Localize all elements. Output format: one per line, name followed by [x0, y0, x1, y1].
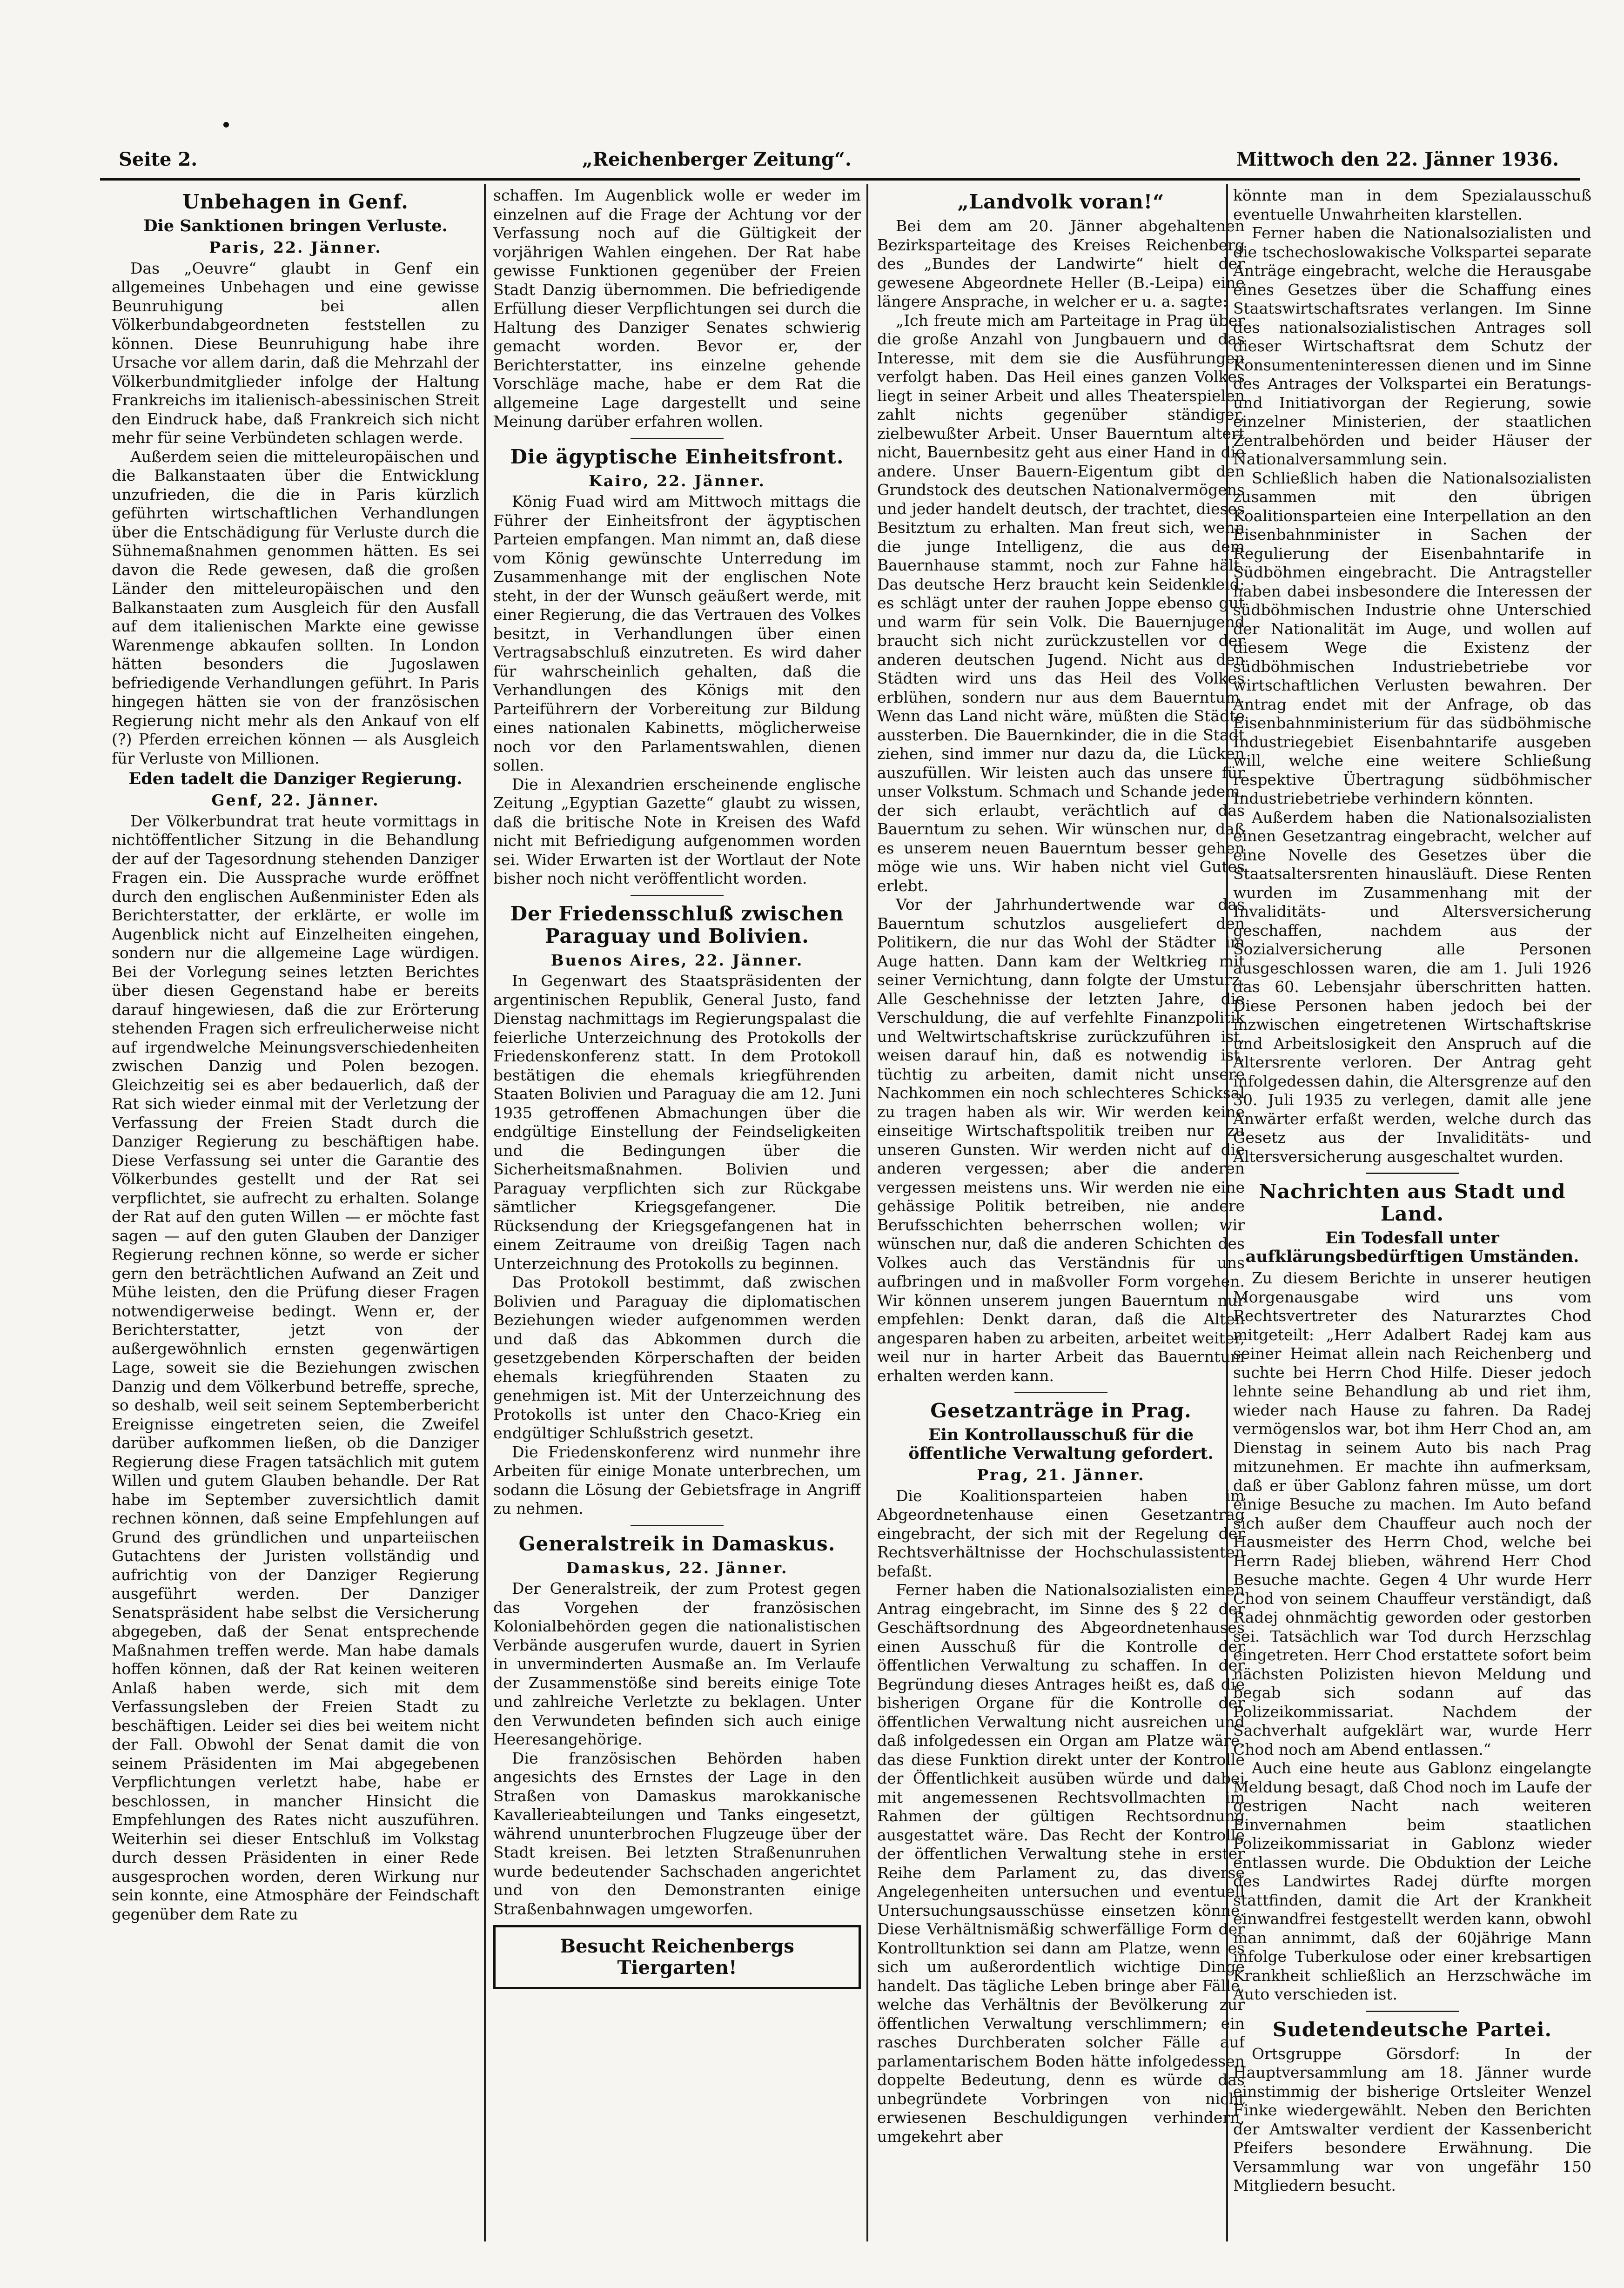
section-rule — [1366, 1173, 1459, 1174]
ink-spot — [223, 122, 229, 127]
column-3 — [877, 186, 1245, 2241]
subheadline: Ein Kontrollausschuß für die öffentliche Verwaltung gefordert. — [908, 1425, 1214, 1463]
article-paragraph: Das Protokoll bestimmt, daß zwischen Bolivien und Paraguay die diplomatischen Beziehungen wieder aufgenommen werden und daß das Abkommen durch die gesetzgebenden Körperschaften der beiden ehemals kriegführenden Staaten zu genehmigen ist. Mit der Unterzeichnung des Protokolls ist unter den Chaco-Krieg ein endgültiger Schlußstrich gesetzt. — [493, 1273, 861, 1442]
article-paragraph: In Gegenwart des Staatspräsidenten der argentinischen Republik, General Justo, fand Dienstag nachmittags im Regierungspalast die feierliche Unterzeichnung des Protokolls der Friedenskonferenz statt. In dem Protokoll bestätigen die ehemals kriegführenden Staaten Bolivien und Paraguay die am 12. Juni 1935 getroffenen Abmachungen über die endgültige Einstellung der Feindseligkeiten und die Bedingungen über die Sicherheitsmaßnahmen. Bolivien und Paraguay verpflichten sich zur Rückgabe sämtlicher Kriegsgefangener. Die Rücksendung der Kriegsgefangenen hat in einem Zeitraume von dreißig Tagen nach Unterzeichnung des Protokolls zu beginnen. — [493, 972, 861, 1273]
article-paragraph: König Fuad wird am Mittwoch mittags die Führer der Einheitsfront der ägyptischen Parteien empfangen. Man nimmt an, daß diese vom König gewünschte Unterredung im Zusammenhange mit der englischen Note steht, in der der Wunsch geäußert werde, mit einer Regierung, die das Vertrauen des Volkes besitzt, in Verhandlungen über einen Vertragsabschluß einzutreten. Es wird daher für wahrscheinlich gehalten, daß die Verhandlungen des Königs mit den Parteiführern der Vorbereitung zur Bildung eines nationalen Kabinetts, möglicherweise noch vor den Parlamentswahlen, dienen sollen. — [493, 492, 861, 774]
article-paragraph: Auch eine heute aus Gablonz eingelangte Meldung besagt, daß Chod noch im Laufe der gestrigen Nacht nach weiteren Einvernahmen beim staatlichen Polizeikommissariat in Gablonz wieder entlassen wurde. Die Obduktion der Leiche des Landwirtes Radej dürfte morgen stattfinden, damit die Art der Krankheit einwandfrei festgestellt werden kann, obwohl man annimmt, daß der 60jährige Mann infolge Tuberkulose oder einer krebsartigen Krankheit schließlich an Herzschwäche im Auto verschieden ist. — [1233, 1759, 1591, 2003]
article-paragraph: Das „Oeuvre“ glaubt in Genf ein allgemeines Unbehagen und eine gewisse Beunruhigung bei allen Völkerbundabgeordneten feststellen zu können. Diese Beunruhigung habe ihre Ursache vor allem darin, daß die Mehrzahl der Völkerbundmitglieder infolge der Haltung Frankreichs im italienisch-abessinischen Streit den Eindruck habe, daß Frankreich sich nicht mehr für seine Verbündeten schlagen werde. — [112, 259, 479, 447]
column-1 — [112, 186, 479, 2241]
article-paragraph: Ferner haben die Nationalsozialisten einen Antrag eingebracht, im Sinne des § 22 der Geschäftsordnung des Abgeordnetenhauses einen Ausschuß für die Kontrolle der öffentlichen Verwaltung zu schaffen. In der Begründung dieses Antrages heißt es, daß die bisherigen Organe für die Kontrolle der öffentlichen Verwaltung nicht ausreichen und daß infolgedessen ein Organ am Platze wäre, das diese Funktion direkt unter der Kontrolle der Öffentlichkeit ausüben würde und dabei mit angemessenen Rechtsvollmachten im Rahmen der gültigen Rechtsordnung ausgestattet wäre. Das Recht der Kontrolle der öffentlichen Verwaltung stehe in erster Reihe dem Parlament zu, das diverse Angelegenheiten untersuchen und eventuell Untersuchungsausschüsse einsetzen könne. Diese Verhältnismäßig schwerfällige Form der Kontrolltunktion sei dann am Platze, wenn es sich um außerordentlich wichtige Dinge handelt. Das tägliche Leben bringe aber Fälle, welche das Verhältnis der Bevölkerung zur öffentlichen Verwaltung verschlimmern; ein rasches Durchberaten solcher Fälle auf parlamentarischem Boden hätte infolgedessen doppelte Bedeutung, denn es würde das unbegründete Vorbringen von nicht erwiesenen Beschuldigungen verhindern, umgekehrt aber — [877, 1581, 1245, 2146]
section-rule — [631, 438, 724, 439]
column-4 — [1233, 186, 1591, 2241]
headline-damaskus: Generalstreik in Damaskus. — [518, 1532, 836, 1555]
section-rule — [631, 1525, 724, 1526]
headline-unbehagen: Unbehagen in Genf. — [182, 190, 409, 213]
headline-gesetzantraege: Gesetzanträge in Prag. — [930, 1399, 1192, 1422]
page-number: Seite 2. — [119, 148, 198, 170]
headline-eden: Eden tadelt die Danziger Regierung. — [128, 769, 463, 788]
dateline: Damaskus, 22. Jänner. — [566, 1558, 788, 1577]
section-rule — [631, 895, 724, 896]
article-paragraph: könnte man in dem Spezialausschuß eventuelle Unwahrheiten klarstellen. — [1233, 186, 1591, 223]
dateline: Genf, 22. Jänner. — [211, 791, 380, 809]
article-paragraph: Die Friedenskonferenz wird nunmehr ihre Arbeiten für einige Monate unterbrechen, um sodann die Lösung der Gebietsfrage in Angriff zu nehmen. — [493, 1443, 861, 1517]
article-paragraph: Zu diesem Berichte in unserer heutigen Morgenausgabe wird uns vom Rechtsvertreter des Naturarztes Chod mitgeteilt: „Herr Adalbert Radej kam aus seiner Heimat allein nach Reichenberg und suchte bei Herrn Chod Hilfe. Dieser jedoch lehnte seine Behandlung ab und riet ihm, wieder nach Hause zu fahren. Da Radej vermögenslos war, bot ihm Herr Chod an, am Dienstag in seinem Auto bis nach Prag mitzunehmen. Er machte ihn aufmerksam, daß er über Gablonz fahren müsse, um dort einige Besuche zu machen. Im Auto befand sich außer dem Chauffeur auch noch der Hausmeister des Herrn Chod, welche bei Herrn Radej blieben, während Herr Chod Besuche machte. Gegen 4 Uhr wurde Herr Chod von seinem Chauffeur verständigt, daß Radej ohnmächtig geworden oder gestorben sei. Tatsächlich war Tod durch Herzschlag eingetreten. Herr Chod erstattete sofort beim nächsten Polizisten hievon Meldung und begab sich sodann auf das Polizeikommissariat. Nachdem der Sachverhalt aufgeklärt war, wurde Herr Chod noch am Abend entlassen.“ — [1233, 1269, 1591, 1758]
subheadline: Ein Todesfall unter aufklärungsbedürftigen Umständen. — [1245, 1228, 1579, 1266]
zoo-advertisement: Besucht Reichenbergs Tiergarten! — [493, 1925, 861, 1989]
dateline: Kairo, 22. Jänner. — [589, 471, 765, 490]
column-divider — [866, 184, 868, 2241]
article-paragraph: Ortsgruppe Görsdorf: In der Hauptversammlung am 18. Jänner wurde einstimmig der bisherige Ortsleiter Wenzel Finke wiedergewählt. Neben den Berichten der Amtswalter verdient der Kassenbericht Pfeifers besondere Erwähnung. Die Versammlung war von ungefähr 150 Mitgliedern besucht. — [1233, 2044, 1591, 2194]
headline-landvolk: „Landvolk voran!“ — [957, 190, 1165, 213]
article-paragraph: schaffen. Im Augenblick wolle er weder im einzelnen auf die Frage der Achtung vor der Verfassung noch auf die Gültigkeit der vorjährigen Wahlen eingehen. Der Rat habe gewisse Funktionen gegenüber der Freien Stadt Danzig übernommen. Die befriedigende Erfüllung dieser Verpflichtungen sei durch die Haltung des Danziger Senates schwierig gemacht worden. Bevor er, der Berichterstatter, ins einzelne gehende Vorschläge mache, habe er dem Rat die allgemeine Lage dargestellt und seine Meinung darüber erfahren wollen. — [493, 186, 861, 430]
header-rule — [100, 178, 1580, 181]
article-paragraph: Die französischen Behörden haben angesichts des Ernstes der Lage in den Straßen von Damaskus marokkanische Kavallerieabteilungen und Tanks eingesetzt, während ununterbrochen Flugzeuge über der Stadt kreisen. Bei letzten Straßenunruhen wurde bedeutender Sachschaden angerichtet und von den Demonstranten einige Straßenbahnwagen umgeworfen. — [493, 1749, 861, 1918]
column-2 — [493, 186, 861, 2241]
section-rule — [1366, 2011, 1459, 2012]
headline-egypt: Die ägyptische Einheitsfront. — [510, 445, 844, 468]
subheadline: Die Sanktionen bringen Verluste. — [143, 216, 448, 235]
headline-sudetendeutsche: Sudetendeutsche Partei. — [1272, 2018, 1552, 2041]
article-paragraph: Der Völkerbundrat trat heute vormittags in nichtöffentlicher Sitzung in die Behandlung der auf der Tagesordnung stehenden Danziger Fragen ein. Die Aussprache wurde eröffnet durch den englischen Außenminister Eden als Berichterstatter, der erklärte, er wolle im Augenblick nicht auf Einzelheiten eingehen, sondern nur die allgemeine Lage würdigen. Bei der Vorlegung seines letzten Berichtes über diesen Gegenstand habe er bereits darauf hingewiesen, daß die zur Erörterung stehenden Fragen sich erfreulicherweise nicht auf irgendwelche Meinungsverschiedenheiten zwischen Danzig und Polen bezogen. Gleichzeitig sei es aber bedauerlich, daß der Rat sich wieder einmal mit der Verletzung der Verfassung der Freien Stadt durch die Danziger Regierung zu beschäftigen habe. Diese Verfassung sei unter die Garantie des Völkerbundes gestellt und der Rat sei verpflichtet, sie aufrecht zu erhalten. Solange der Rat auf den guten Willen — er möchte fast sagen — auf den guten Glauben der Danziger Regierung rechnen könne, so werde er sicher gern den beträchtlichen Aufwand an Zeit und Mühe leisten, den die Prüfung dieser Fragen notwendigerweise bedingt. Wenn er, der Berichterstatter, jetzt von der außergewöhnlich ernsten gegenwärtigen Lage, soweit sie die Beziehungen zwischen Danzig und dem Völkerbund betreffe, spreche, so deshalb, weil seit seinem Septemberbericht Ereignisse eingetreten seien, die Zweifel darüber aufkommen ließen, ob die Danziger Regierung diese Fragen tatsächlich mit gutem Willen und gutem Glauben behandle. Der Rat habe im September zuversichtlich damit rechnen können, daß seine Empfehlungen auf Grund des gründlichen und unparteiischen Gutachtens der Juristen vollständig und aufrichtig von der Danziger Regierung ausgeführt werden. Der Danziger Senatspräsident habe selbst die Versicherung abgegeben, daß der Senat entsprechende Maßnahmen treffen werde. Man habe damals hoffen können, daß der Rat keinen weiteren Anlaß haben werde, sich mit dem Verfassungsleben der Freien Stadt zu beschäftigen. Leider sei dies bei weitem nicht der Fall. Obwohl der Senat damit die von seinem Präsidenten im Mai abgegebenen Verpflichtungen verletzt habe, habe er beschlossen, in mancher Hinsicht die Empfehlungen des Rates nicht auszuführen. Weiterhin sei dieser Entschluß im Volkstag durch dessen Präsidenten in einer Rede ausgesprochen worden, deren Wirkung nur sein konnte, eine Atmosphäre der Feindschaft gegenüber dem Rate zu — [112, 812, 479, 1923]
masthead-title: „Reichenberger Zeitung“. — [582, 148, 852, 170]
dateline: Prag, 21. Jänner. — [977, 1466, 1145, 1484]
article-paragraph: Die Koalitionsparteien haben im Abgeordnetenhause einen Gesetzantrag eingebracht, der sich mit der Regelung der Rechtsverhältnisse der Hochschulassistenten befaßt. — [877, 1486, 1245, 1580]
section-rule — [1014, 1392, 1107, 1393]
article-paragraph: Bei dem am 20. Jänner abgehaltenen Bezirksparteitage des Kreises Reichenberg des „Bundes der Landwirte“ hielt der gewesene Abgeordnete Heller (B.-Leipa) eine längere Ansprache, in welcher er u. a. sagte: — [877, 217, 1245, 310]
dateline: Paris, 22. Jänner. — [209, 238, 382, 256]
column-divider — [484, 184, 486, 2241]
article-paragraph: „Ich freute mich am Parteitage in Prag über die große Anzahl von Jungbauern und das Interesse, mit dem sie die Ausführungen verfolgt haben. Das Heil eines ganzen Volkes liegt in seiner Arbeit und alles Theaterspielen zahlt nichts gegenüber ständiger, zielbewußter Arbeit. Unser Bauerntum altert nicht, Bauernbesitz geht aus einer Hand in die andere. Unser Bauern-Eigentum gibt den Grundstock des deutschen Nationalvermögens und jeder handelt deutsch, der trachtet, dieses Besitztum zu erhalten. Man freut sich, wenn die junge Intelligenz, die aus dem Bauernhause stammt, noch zur Fahne hält. Das deutsche Herz braucht kein Seidenkleid; es schlägt unter der rauhen Joppe ebenso gut und warm für sein Volk. Die Bauernjugend braucht sich nicht zurückzustellen vor der anderen deutschen Jugend. Nicht aus den Städten wird uns das Heil des Volkes erblühen, sondern nur aus dem Bauerntum. Wenn das Land nicht wäre, müßten die Städte aussterben. Die Bauernkinder, die in die Stadt ziehen, sind immer nur dazu da, die Lücken auszufüllen. Wir leisten auch das unsere für unser Volkstum. Schmach und Schande jedem, der sich erlaubt, verächtlich auf das Bauerntum zu sehen. Wir wünschen nur, daß es unserem neuen Bauerntum besser gehen möge wie uns. Wir haben nicht viel Gutes erlebt. — [877, 311, 1245, 895]
article-paragraph: Schließlich haben die Nationalsozialisten zusammen mit den übrigen Koalitionsparteien eine Interpellation an den Eisenbahnminister in Sachen der Regulierung der Eisenbahntarife in Südböhmen eingebracht. Die Antragsteller haben dabei insbesondere die Interessen der südböhmischen Industrie ohne Unterschied der Nationalität im Auge, und wollen auf diesem Wege die Existenz der südböhmischen Industriebetriebe vor wirtschaftlichen Verlusten bewahren. Der Antrag endet mit der Anfrage, ob das Eisenbahnministerium für das südböhmische Industriegebiet Eisenbahntarife ausgeben will, welche eine weitere Schließung respektive Übertragung südböhmischer Industriebetriebe verhindern könnten. — [1233, 469, 1591, 807]
article-paragraph: Außerdem seien die mitteleuropäischen und die Balkanstaaten über die Entwicklung unzufrieden, die die in Paris kürzlich geführten wirtschaftlichen Verhandlungen über die Entschädigung für Verluste durch die Sühnemaßnahmen genommen hätten. Es sei davon die Rede gewesen, daß die großen Länder den mitteleuropäischen und den Balkanstaaten zum Ausgleich für den Ausfall auf dem italienischen Markte eine gewisse Warenmenge abkaufen sollten. In London hätten besonders die Jugoslawen befriedigende Verhandlungen geführt. In Paris hingegen hätten sie von der französischen Regierung nicht mehr als den Ankauf von elf (?) Pferden erreichen können — als Ausgleich für Verluste von Millionen. — [112, 447, 479, 767]
headline-paraguay: Der Friedensschluß zwischen Paraguay und Bolivien. — [510, 902, 844, 947]
issue-date: Mittwoch den 22. Jänner 1936. — [1236, 148, 1559, 170]
article-paragraph: Der Generalstreik, der zum Protest gegen das Vorgehen der französischen Kolonialbehörden gegen die nationalistischen Verbände ausgerufen wurde, dauert in Syrien in unverminderten Ausmaße an. Im Verlaufe der Zusammenstöße sind bereits einige Tote und zahlreiche Verletzte zu beklagen. Unter den Verwundeten befinden sich auch einige Heeresangehörige. — [493, 1579, 861, 1748]
page-header — [119, 145, 1559, 173]
article-paragraph: Vor der Jahrhundertwende war das Bauerntum schutzlos ausgeliefert den Politikern, die nur das Wohl der Städter im Auge hatten. Dann kam der Weltkrieg mit seiner Vernichtung, dann folgte der Umsturz. Alle Geschehnisse der letzten Jahre, die Verschuldung, die auf verfehlte Finanzpolitik und Weltwirtschaftskrise zurückzuführen ist, weisen darauf hin, daß es notwendig ist, tüchtig zu arbeiten, damit nicht unsere Nachkommen ein noch schlechteres Schicksal zu tragen haben als wir. Wir werden keine einseitige Wirtschaftspolitik treiben nur zu unseren Gunsten. Wir werden nicht auf die anderen vergessen; aber die anderen vergessen meistens uns. Wir werden nie eine gehässige Politik betreiben, nie andere Berufsschichten beherrschen wollen; wir wünschen nur, daß die anderen Schichten des Volkes auch das Verständnis für uns aufbringen und in maßvoller Form vorgehen. Wir können unserem jungen Bauerntum nur empfehlen: Denkt daran, daß die Alten angesparen haben zu arbeiten, arbeitet weiter, weil nur in harter Arbeit das Bauerntum erhalten werden kann. — [877, 895, 1245, 1385]
article-paragraph: Außerdem haben die Nationalsozialisten einen Gesetzantrag eingebracht, welcher auf eine Novelle des Gesetzes über die Staatsaltersrenten hinausläuft. Diese Renten wurden im Zusammenhang mit der Invaliditäts- und Altersversicherung geschaffen, nachdem aus der Sozialversicherung alle Personen ausgeschlossen waren, die am 1. Juli 1926 das 60. Lebensjahr überschritten hatten. Diese Personen haben jedoch bei der inzwischen eingetretenen Wirtschaftskrise und Arbeitslosigkeit den Anspruch auf die Altersrente verloren. Der Antrag geht infolgedessen dahin, die Altersgrenze auf den 30. Juli 1935 zu verlegen, damit alle jene Anwärter erfaßt werden, welche durch das Gesetz aus der Invaliditäts- und Altersversicherung ausgeschaltet wurden. — [1233, 808, 1591, 1166]
headline-nachrichten: Nachrichten aus Stadt und Land. — [1259, 1180, 1566, 1225]
dateline: Buenos Aires, 22. Jänner. — [550, 951, 804, 969]
article-paragraph: Die in Alexandrien erscheinende englische Zeitung „Egyptian Gazette“ glaubt zu wissen, daß die britische Note in Kreisen des Wafd nicht mit Befriedigung aufgenommen worden sei. Wider Erwarten ist der Wortlaut der Note bisher noch nicht veröffentlicht worden. — [493, 775, 861, 887]
article-paragraph: Ferner haben die Nationalsozialisten und die tschechoslowakische Volkspartei separate Anträge eingebracht, welche die Herausgabe eines Gesetzes über die Schaffung eines Staatswirtschaftsrates verlangen. Im Sinne des nationalsozialistischen Antrages soll dieser Wirtschaftsrat dem Schutz der Konsumenteninteressen dienen und im Sinne des Antrages der Volkspartei ein Beratungs- und Initiativorgan der Regierung, sowie einzelner Ministerien, der staatlichen Zentralbehörden und beider Häuser der Nationalversammlung sein. — [1233, 224, 1591, 468]
